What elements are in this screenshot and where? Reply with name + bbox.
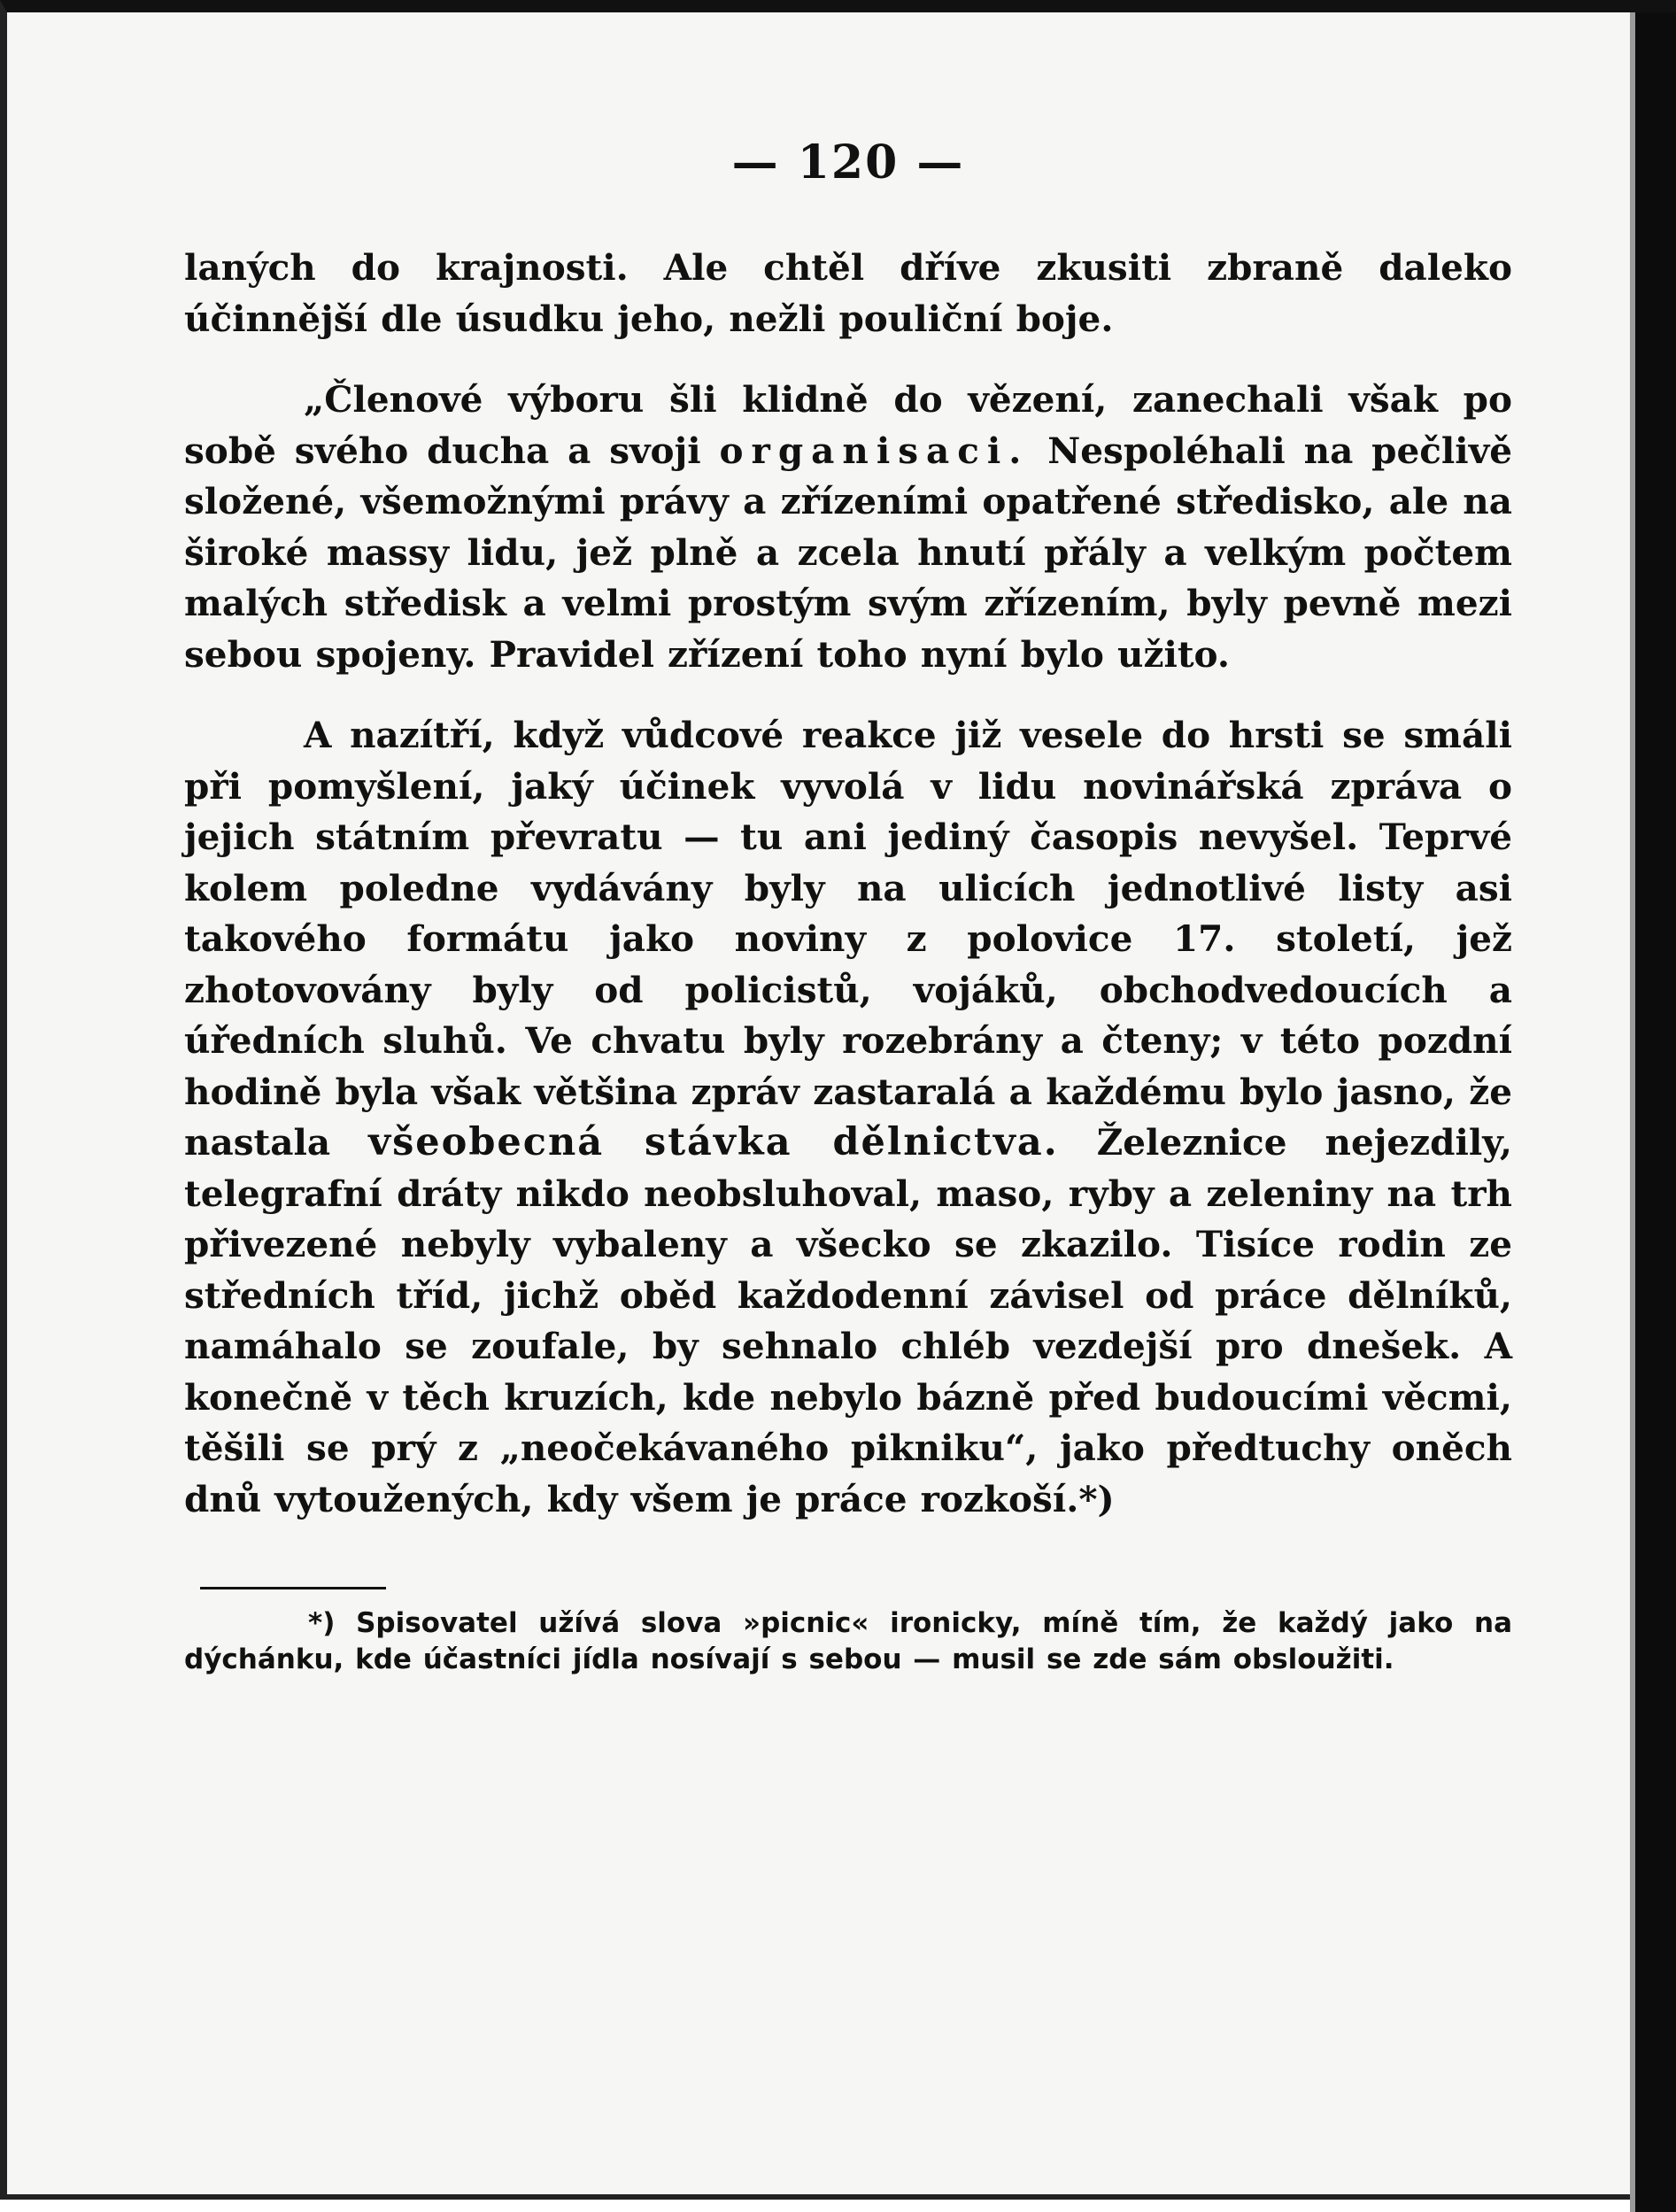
paragraph-1-text: laných do krajnosti. Ale chtěl dříve zkusiti zbraně daleko účinnější dle úsudku jeho, nežli pouliční boje. [184,246,1512,340]
paragraph-1 [184,243,1512,344]
paragraph-3-text-start: A nazítří, když vůdcové reakce již vesele do hrsti se smáli při pomyšlení, jaký účinek vyvolá v lidu novinářská zpráva o jejich státním převratu — tu ani jediný časopis nevyšel. Teprvé kolem poledne vydávány byly na ulicích jednotlivé listy asi takového formátu jako noviny z polovice 17. století, jež zhotovovány byly od policistů, vojáků, obchodvedoucích a úředních sluhů. Ve chvatu byly rozebrány a čteny; v této pozdní hodině byla však většina zpráv zastaralá a každému bylo jasno, že nastala [184,714,1512,1164]
footnote-divider [200,1587,386,1589]
paragraph-3-emphasis: všeobecná stávka dělnictva. [368,1120,1059,1164]
paragraph-2-spaced-word: organisaci. [719,429,1030,472]
paragraph-2 [184,375,1512,680]
footnote: *) Spisovatel užívá slova »picnic« ironicky, míně tím, že každý jako na dýchánku, kde účastníci jídla nosívají s sebou — musil se zde sám obsloužiti. [184,1607,1512,1675]
paragraph-3 [184,710,1512,1525]
scan-border [1635,12,1676,2212]
page-number: — 120 — [731,135,965,189]
paragraph-2-text-end: Nespoléhali na pečlivě složené, všemožnými právy a zřízeními opatřené středisko, ale na široké massy lidu, jež plně a zcela hnutí přály a velkým počtem malých středisk a velmi prostým svým zřízením, byly pevně mezi sebou spojeny. Pravidel zřízení toho nyní bylo užito. [184,429,1512,676]
paragraph-2-text-start: „Členové výboru šli klidně do vězení, zanechali však po sobě svého ducha a svoji [184,378,1512,472]
paragraph-3-text-end: Železnice nejezdily, telegrafní dráty nikdo neobsluhoval, maso, ryby a zeleniny na trh přivezené nebyly vybaleny a všecko se zkazilo. Tisíce rodin ze středních tříd, jichž oběd každodenní závisel od práce dělníků, namáhalo se zoufale, by sehnalo chléb vezdejší pro dnešek. A konečně v těch kruzích, kde nebylo bázně před budoucími věcmi, těšili se prý z „neočekávaného pikniku“, jako předtuchy oněch dnů vytoužených, kdy všem je práce rozkoší.*) [184,1121,1512,1520]
page-content [184,136,1512,1678]
